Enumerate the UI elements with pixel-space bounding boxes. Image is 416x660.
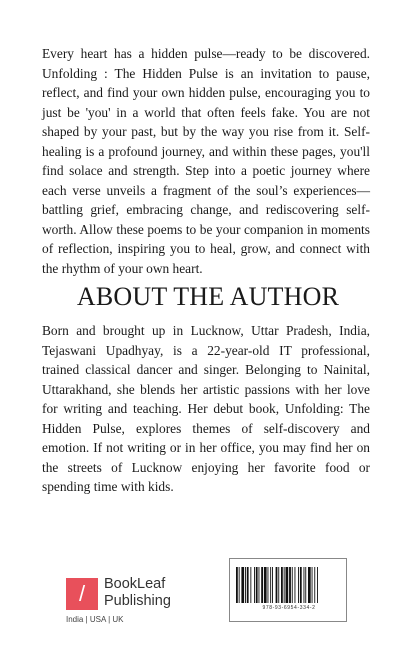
barcode-bar: [300, 567, 302, 603]
barcode-bar: [247, 567, 249, 603]
barcode-bar: [259, 567, 260, 603]
barcode-bar: [312, 567, 313, 603]
barcode-bar: [241, 567, 244, 603]
barcode-bar: [250, 567, 251, 603]
isbn-number: 978-93-6954-334-2: [262, 605, 316, 611]
barcode-bar: [286, 567, 289, 603]
barcode-bar: [317, 567, 318, 603]
barcode-bar: [239, 567, 240, 603]
barcode-bar: [245, 567, 246, 603]
barcode-bar: [281, 567, 283, 603]
barcode-bar: [278, 567, 279, 603]
barcode-bar: [254, 567, 255, 603]
publisher-regions: India | USA | UK: [66, 615, 124, 624]
barcode-bar: [268, 567, 269, 603]
barcode-bars-icon: [236, 567, 342, 603]
publisher-name-line1: BookLeaf: [104, 576, 166, 592]
barcode-bar: [284, 567, 285, 603]
barcode-bar: [261, 567, 263, 603]
book-blurb: Every heart has a hidden pulse—ready to be discovered. Unfolding : The Hidden Pulse is an invitation to pause, reflect, and find your own hidden pulse, encouraging you to just be 'you' in a world that often feels fake. You are not shaped by your past, but by the way you rise from it. Self-healing is a profound journey, and within these pages, you'll find solace and strength. Step into a poetic journey where each verse unveils a fragment of the soul’s experiences—battling grief, embracing change, and rediscovering self-worth. Allow these poems to be your companion in moments of reflection, inspiring you to heal, grow, and connect with the rhythm of your own heart.: [42, 46, 370, 276]
about-author-heading: ABOUT THE AUTHOR: [76, 282, 340, 311]
barcode-bar: [276, 567, 278, 603]
barcode-bar: [272, 567, 273, 603]
author-bio: Born and brought up in Lucknow, Uttar Pradesh, India, Tejaswani Upadhyay, is a 22-year-old IT professional, trained classical dancer and singer. Belonging to Nainital, Uttarakhand, she blends her artistic passions with her love for writing and teaching. Her debut book, Unfolding: The Hidden Pulse, explores themes of self-discovery and emotion. If not writing or in her office, you may find her on the streets of Lucknow enjoying her favorite food or spending time with kids.: [42, 323, 370, 494]
barcode-bar: [308, 567, 311, 603]
isbn-barcode: [229, 558, 347, 622]
barcode-bar: [264, 567, 267, 603]
publisher-logo: [66, 578, 186, 638]
publisher-name-line2: Publishing: [104, 593, 171, 609]
barcode-bar: [298, 567, 299, 603]
publisher-slash-icon: /: [66, 578, 98, 610]
barcode-bar: [295, 567, 296, 603]
barcode-bar: [292, 567, 293, 603]
barcode-bar: [289, 567, 291, 603]
barcode-bar: [304, 567, 305, 603]
barcode-bar: [314, 567, 315, 603]
barcode-bar: [305, 567, 306, 603]
barcode-bar: [236, 567, 238, 603]
barcode-bar: [256, 567, 258, 603]
barcode-bar: [270, 567, 271, 603]
publisher-name: [104, 576, 194, 610]
